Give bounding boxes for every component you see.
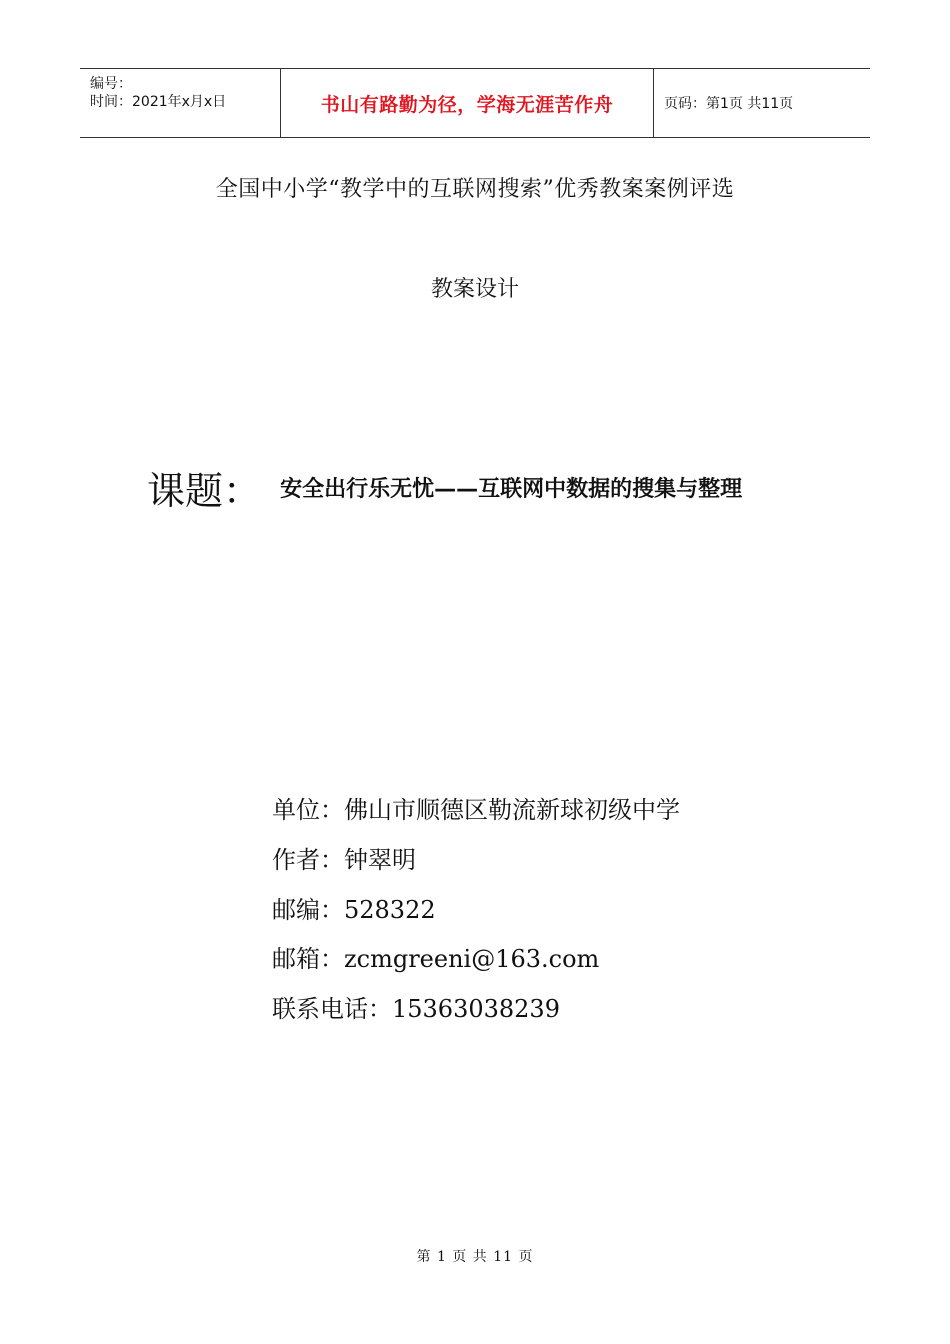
page-header [80, 68, 870, 138]
info-unit: 单位：佛山市顺德区勒流新球初级中学 [272, 796, 680, 824]
header-motto-cell [281, 69, 654, 137]
header-motto: 书山有路勤为径，学海无涯苦作舟 [320, 93, 614, 116]
document-date: 时间：2021年x月x日 [90, 94, 227, 110]
document-subtitle: 教案设计 [430, 277, 519, 302]
header-page-info: 页码：第1页 共11页 [664, 96, 794, 112]
competition-title: 全国中小学“教学中的互联网搜索”优秀教案案例评选 [215, 177, 735, 202]
info-phone: 联系电话：15363038239 [272, 995, 560, 1023]
info-email: 邮箱：zcmgreeni@163.com [272, 945, 600, 973]
header-meta-cell [80, 69, 281, 137]
info-author: 作者：钟翠明 [272, 846, 416, 874]
topic-title: 安全出行乐无忧——互联网中数据的搜集与整理 [280, 477, 743, 502]
page-footer: 第 1 页 共 11 页 [416, 1249, 534, 1265]
header-page-cell [654, 69, 870, 137]
document-number-label: 编号： [90, 76, 132, 92]
info-postcode: 邮编：528322 [272, 896, 436, 924]
topic-label: 课题： [147, 469, 262, 513]
lesson-topic [147, 460, 742, 515]
